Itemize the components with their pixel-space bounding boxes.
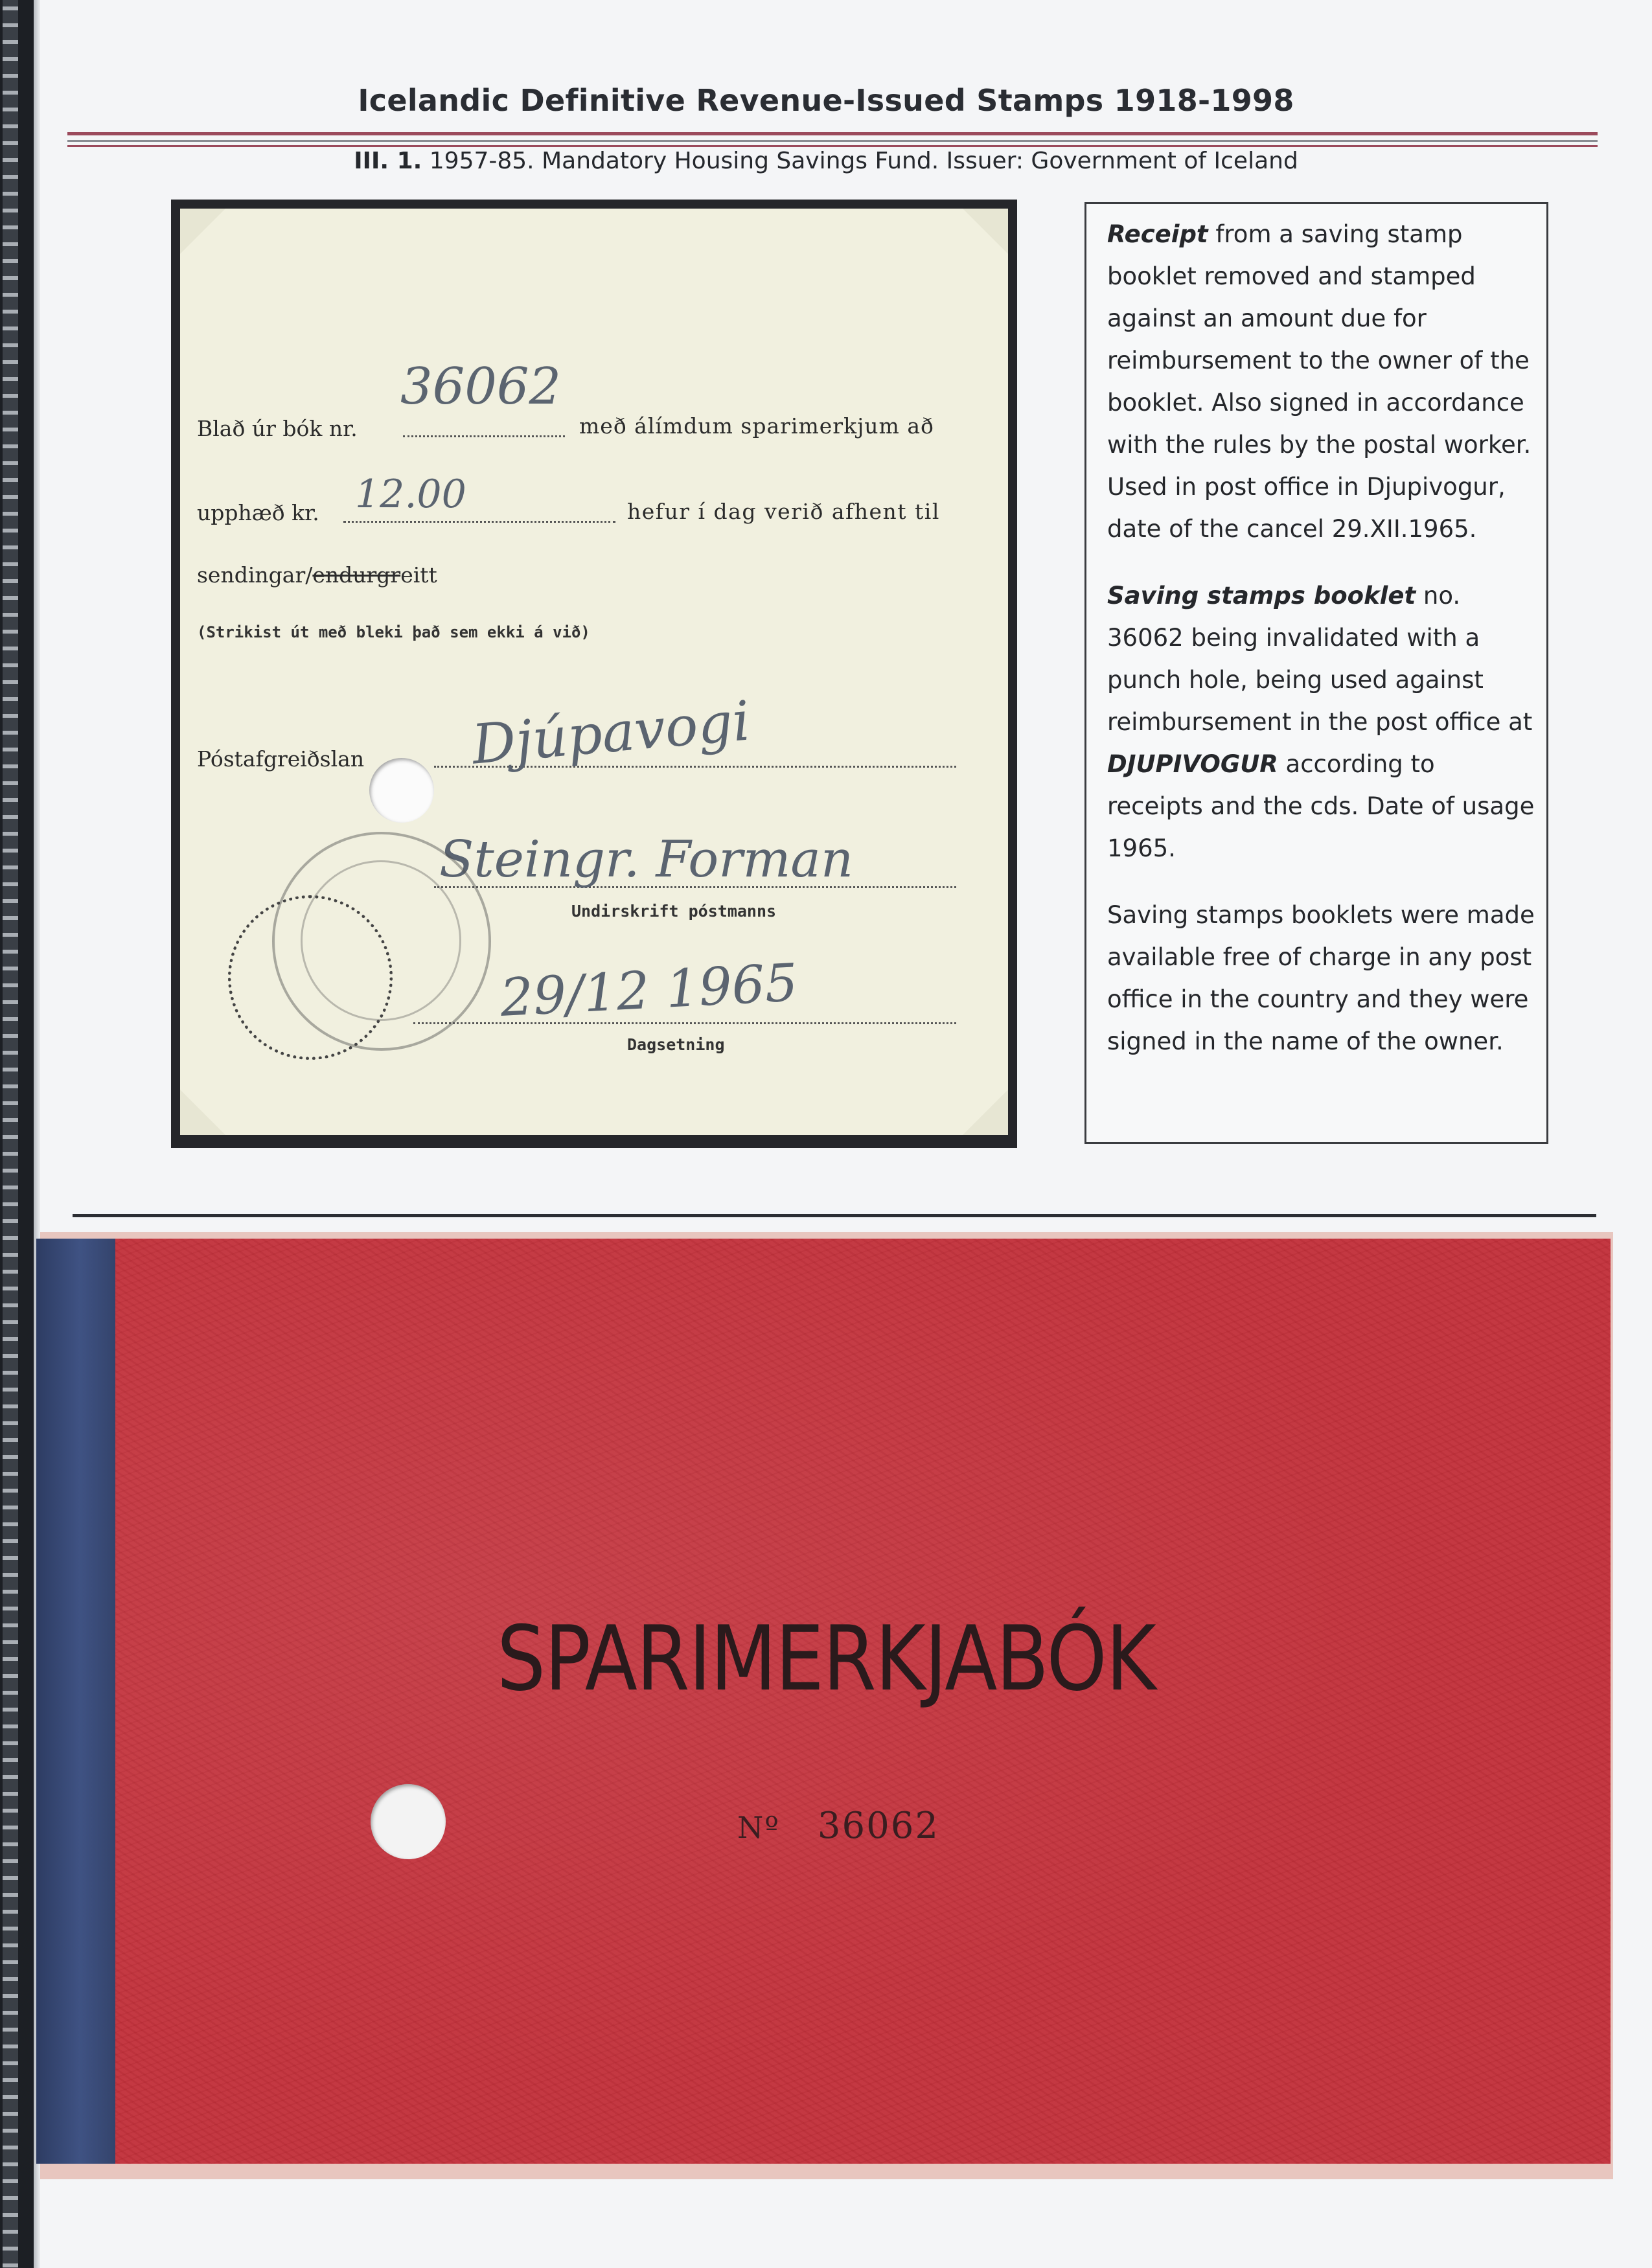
booklet-spine <box>36 1239 115 2164</box>
photo-corner <box>963 209 1008 254</box>
receipt-amount-label: upphæð kr. <box>197 500 319 525</box>
page-title: Icelandic Definitive Revenue-Issued Stamps 1918-1998 <box>358 83 1294 118</box>
receipt-book-label: Blað úr bók nr. <box>197 416 358 441</box>
handwritten-amount: 12.00 <box>355 472 466 517</box>
receipt-sending-suffix: eitt <box>400 562 437 588</box>
description-receipt-term: Receipt <box>1107 220 1208 248</box>
description-office-name: DJUPIVOGUR <box>1107 750 1278 778</box>
receipt-sending-line <box>197 562 437 588</box>
booklet-number-value: 36062 <box>817 1805 940 1847</box>
handwritten-office: Djúpavogi <box>469 689 753 777</box>
section-divider <box>73 1214 1596 1217</box>
receipt-struck-word: endurgr <box>312 562 401 588</box>
description-box <box>1084 202 1548 1144</box>
receipt-sending-word: sendingar/ <box>197 562 313 588</box>
punch-hole <box>369 758 434 823</box>
description-booklet <box>1107 575 1535 869</box>
description-booklet-text: no. 36062 being invalidated with a punch hole, being used against reimbursement in the post office at <box>1107 582 1533 736</box>
handwritten-signature: Steingr. Forman <box>439 830 854 889</box>
description-receipt-text: from a saving stamp booklet removed and stamped against an amount due for reimbursement to the owner of the booklet. Also signed in accordance with the rules by the postal worker. Used in post office in Djupivogur, date of the cancel 29.XII.1965. <box>1107 220 1532 543</box>
description-booklet-text-end: according to receipts and the cds. Date of usage 1965. <box>1107 750 1535 862</box>
receipt-signature-label: Undirskrift póstmanns <box>571 902 777 921</box>
booklet-number-prefix: Nº <box>737 1810 780 1845</box>
dotted-line <box>413 1022 956 1024</box>
title-rule-gray <box>67 140 1598 142</box>
receipt-line2-rest: hefur í dag verið afhent til <box>627 499 940 524</box>
booklet-number <box>737 1805 939 1847</box>
receipt-instruction-note: (Strikist út með bleki það sem ekki á við) <box>197 623 590 641</box>
receipt-office-label: Póstafgreiðslan <box>197 746 365 772</box>
binder-strip <box>0 0 34 2268</box>
binder-rings <box>3 0 18 2268</box>
punched-stamp-outline <box>228 895 393 1060</box>
receipt-date-label: Dagsetning <box>627 1035 725 1054</box>
description-booklet-term: Saving stamps booklet <box>1107 582 1416 610</box>
receipt-card <box>180 209 1008 1135</box>
photo-corner <box>963 1090 1008 1135</box>
dotted-line <box>403 435 565 437</box>
booklet-title: SPARIMERKJABÓK <box>496 1607 1156 1711</box>
page-subtitle <box>0 148 1652 174</box>
receipt-line1-rest: með álímdum sparimerkjum að <box>579 413 934 439</box>
booklet-punch-hole <box>371 1784 446 1859</box>
subtitle-section: III. 1. <box>354 148 422 174</box>
dotted-line <box>343 521 615 523</box>
description-availability: Saving stamps booklets were made available free of charge in any post office in the country and they were signed in the name of the owner. <box>1107 901 1535 1055</box>
title-rule-red-thin <box>67 145 1598 147</box>
title-rule-red <box>67 132 1598 135</box>
handwritten-book-number: 36062 <box>400 358 562 416</box>
subtitle-text: 1957-85. Mandatory Housing Savings Fund. Issuer: Government of Iceland <box>429 148 1298 174</box>
photo-corner <box>180 209 225 254</box>
handwritten-date: 29/12 1965 <box>498 952 799 1028</box>
description-receipt <box>1107 213 1535 550</box>
photo-corner <box>180 1090 225 1135</box>
